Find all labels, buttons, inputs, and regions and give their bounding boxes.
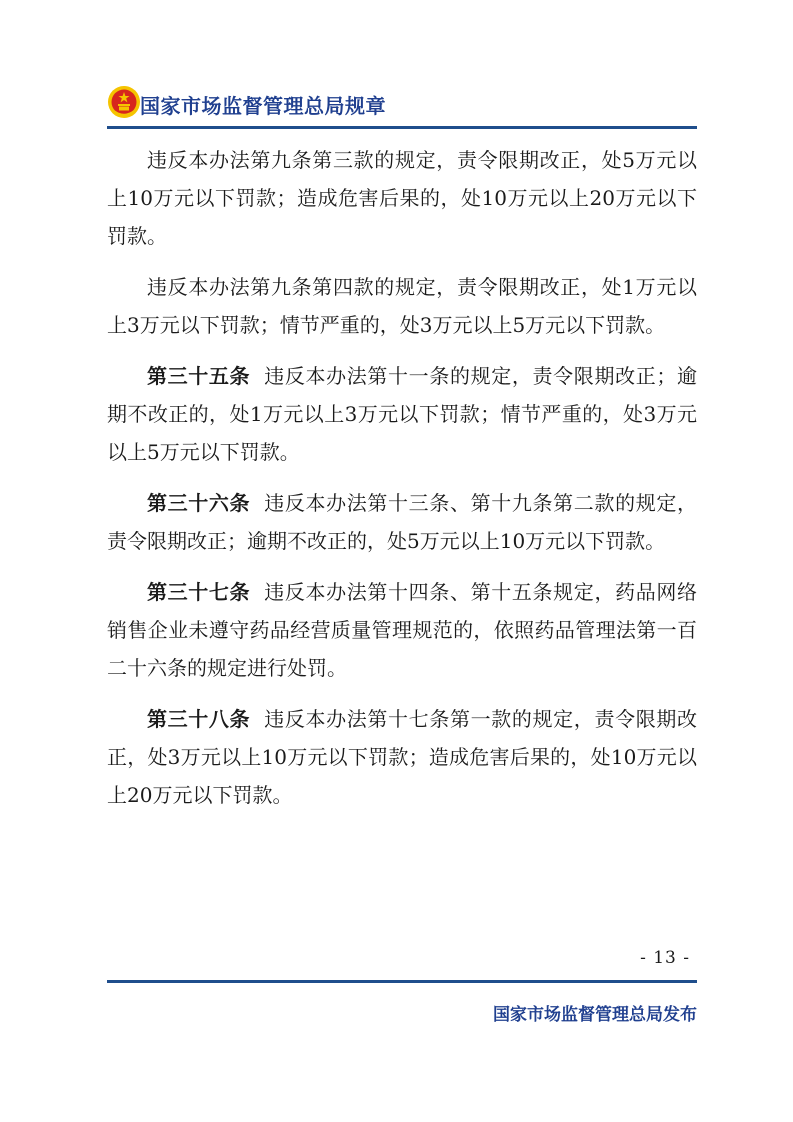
document-body [107, 141, 697, 827]
paragraph [107, 268, 697, 344]
article-number: 第三十六条 [147, 491, 251, 515]
paragraph [107, 484, 697, 560]
footer-divider [107, 980, 697, 983]
paragraph-text: 违反本办法第十三条、第十九条第二款的规定，责令限期改正；逾期不改正的，处5万元以上10万元以下罚款。 [107, 491, 698, 553]
article-number: 第三十八条 [147, 707, 251, 731]
header-divider [107, 126, 697, 129]
document-header [107, 82, 697, 128]
paragraph-text: 违反本办法第十七条第一款的规定，责令限期改正，处3万元以上10万元以下罚款；造成危害后果的，处10万元以上20万元以下罚款。 [107, 707, 698, 807]
paragraph [107, 573, 697, 687]
article-number: 第三十七条 [147, 580, 251, 604]
paragraph [107, 357, 697, 471]
article-number: 第三十五条 [147, 364, 251, 388]
national-emblem-icon [107, 85, 141, 119]
paragraph-text: 违反本办法第九条第四款的规定，责令限期改正，处1万元以上3万元以下罚款；情节严重的，处3万元以上5万元以下罚款。 [107, 275, 697, 337]
paragraph-text: 违反本办法第九条第三款的规定，责令限期改正，处5万元以上10万元以下罚款；造成危害后果的，处10万元以上20万元以下罚款。 [107, 148, 697, 248]
paragraph-text: 违反本办法第十一条的规定，责令限期改正；逾期不改正的，处1万元以上3万元以下罚款；情节严重的，处3万元以上5万元以下罚款。 [107, 364, 698, 464]
paragraph [107, 141, 697, 255]
paragraph [107, 700, 697, 814]
page-number: - 13 - [640, 948, 690, 968]
footer-publisher: 国家市场监督管理总局发布 [493, 1005, 697, 1025]
paragraph-text: 违反本办法第十四条、第十五条规定，药品网络销售企业未遵守药品经营质量管理规范的，依照药品管理法第一百二十六条的规定进行处罚。 [107, 580, 698, 680]
header-title: 国家市场监督管理总局规章 [140, 94, 386, 118]
